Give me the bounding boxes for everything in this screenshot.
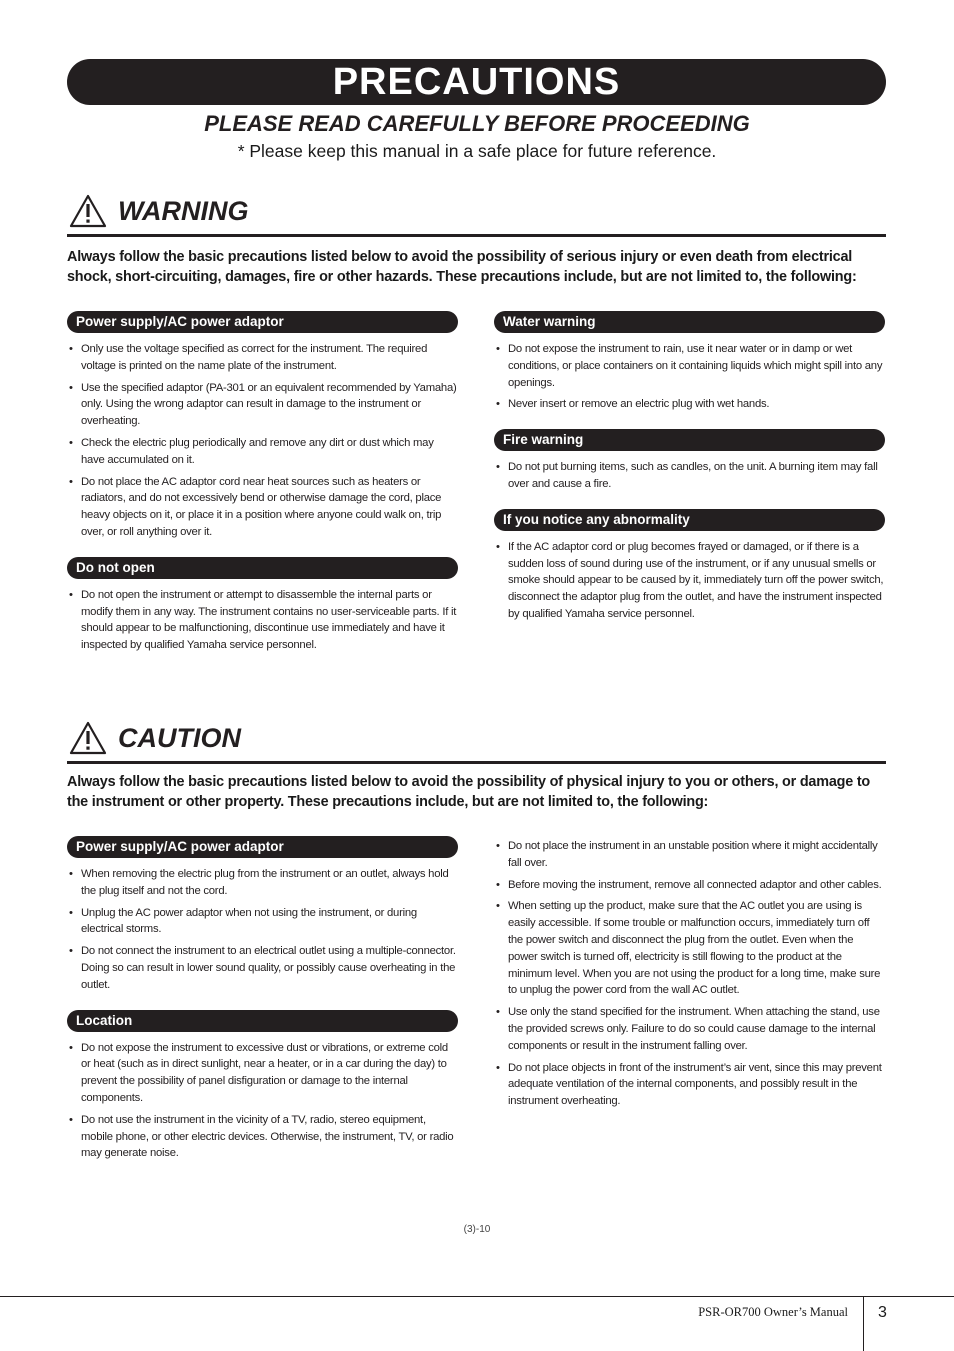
list-item: • Unplug the AC power adaptor when not using the instrument, or during electrical storms. bbox=[67, 905, 458, 939]
subtitle: PLEASE READ CAREFULLY BEFORE PROCEEDING bbox=[204, 111, 750, 136]
list-item: • Do not expose the instrument to rain, use it near water or in damp or wet conditions, or place containers on it containing liquids which might spill into any openings. bbox=[494, 341, 885, 391]
section-heading: Power supply/AC power adaptor bbox=[67, 311, 458, 333]
list-item: • Do not expose the instrument to excessive dust or vibrations, or extreme cold or heat (such as in direct sunlight, near a heater, or in a car during the day) to prevent the possibility of panel disfiguration or damage to the internal components. bbox=[67, 1040, 458, 1107]
list-item: • Never insert or remove an electric plug with wet hands. bbox=[494, 396, 885, 413]
section-heading: Location bbox=[67, 1010, 458, 1032]
warning-title: WARNING bbox=[118, 196, 249, 226]
caution-triangle-icon bbox=[69, 721, 107, 755]
list-item: • When setting up the product, make sure that the AC outlet you are using is easily accessible. If some trouble or malfunction occurs, immediately turn off the power switch and disconnect the plug from the outlet. Even when the power switch is turned off, electricity is still flowing to the product at the minimum level. When you are not using the product for a long time, make sure to unplug the power cord from the wall AC outlet. bbox=[494, 898, 885, 999]
list-item: • Do not place the AC adaptor cord near heat sources such as heaters or radiators, and do not excessively bend or otherwise damage the cord, place heavy objects on it, or place it in a position where anyone could walk on, trip over, or roll anything over it. bbox=[67, 474, 458, 541]
list-item: • Use only the stand specified for the instrument. When attaching the stand, use the provided screws only. Failure to do so could cause damage to the internal components or result in the instrument falling over. bbox=[494, 1004, 885, 1054]
document-code: (3)-10 bbox=[463, 1224, 491, 1235]
caution-intro: Always follow the basic precautions listed below to avoid the possibility of physical injury to you or others, or damage to the instrument or other property. These precautions include, but are not limited to, the following: bbox=[67, 774, 871, 810]
list-item: • Do not place objects in front of the instrument’s air vent, since this may prevent adequate ventilation of the internal components, and possibly result in the instrument overheating. bbox=[494, 1060, 885, 1110]
caution-power-group bbox=[67, 836, 458, 994]
warning-left-column bbox=[67, 311, 458, 670]
footer-divider bbox=[0, 1296, 954, 1297]
caution-title: CAUTION bbox=[118, 723, 241, 753]
warning-do-not-open-group bbox=[67, 557, 458, 654]
list-item: • Only use the voltage specified as correct for the instrument. The required voltage is printed on the name plate of the instrument. bbox=[67, 341, 458, 375]
list-item: • When removing the electric plug from the instrument or an outlet, always hold the plug itself and not the cord. bbox=[67, 866, 458, 900]
list-item: • If the AC adaptor cord or plug becomes frayed or damaged, or if there is a sudden loss of sound during use of the instrument, or if any unusual smells or smoke should appear to be caused by it, immediately turn off the power switch, disconnect the adaptor plug from the outlet, and have the instrument inspected by qualified Yamaha service personnel. bbox=[494, 539, 885, 623]
warning-triangle-icon bbox=[69, 194, 107, 228]
section-heading: Power supply/AC power adaptor bbox=[67, 836, 458, 858]
warning-intro: Always follow the basic precautions listed below to avoid the possibility of serious injury or even death from electrical shock, short-circuiting, damages, fire or other hazards. These precautions include, but are not limited to, the following: bbox=[67, 249, 857, 285]
page-number: 3 bbox=[878, 1304, 887, 1321]
warning-header bbox=[67, 194, 886, 237]
caution-header bbox=[67, 721, 886, 764]
list-item: • Do not use the instrument in the vicinity of a TV, radio, stereo equipment, mobile phone, or other electric devices. Otherwise, the instrument, TV, or radio may generate noise. bbox=[67, 1112, 458, 1162]
keep-note: * Please keep this manual in a safe place for future reference. bbox=[237, 141, 717, 161]
fire-warning-group bbox=[494, 429, 885, 493]
list-item: • Do not open the instrument or attempt to disassemble the internal parts or modify them in any way. The instrument contains no user-serviceable parts. If it should appear to be malfunctioning, discontinue use immediately and have it inspected by qualified Yamaha service personnel. bbox=[67, 587, 458, 654]
caution-location-group bbox=[67, 1010, 458, 1163]
list-item: • Do not place the instrument in an unstable position where it might accidentally fall over. bbox=[494, 838, 885, 872]
water-warning-group bbox=[494, 311, 885, 413]
footer-vertical-divider bbox=[863, 1296, 864, 1351]
caution-right-column bbox=[494, 838, 885, 1115]
section-heading: Fire warning bbox=[494, 429, 885, 451]
page-title: PRECAUTIONS bbox=[332, 60, 621, 103]
caution-left-column bbox=[67, 836, 458, 1178]
warning-right-column bbox=[494, 311, 885, 639]
section-heading: If you notice any abnormality bbox=[494, 509, 885, 531]
warning-power-group bbox=[67, 311, 458, 541]
manual-name: PSR-OR700 Owner’s Manual bbox=[698, 1305, 848, 1319]
section-heading: Water warning bbox=[494, 311, 885, 333]
list-item: • Do not put burning items, such as candles, on the unit. A burning item may fall over and cause a fire. bbox=[494, 459, 885, 493]
list-item: • Check the electric plug periodically and remove any dirt or dust which may have accumulated on it. bbox=[67, 435, 458, 469]
abnormality-group bbox=[494, 509, 885, 623]
page-title-bar bbox=[67, 59, 886, 105]
list-item: • Use the specified adaptor (PA-301 or an equivalent recommended by Yamaha) only. Using the wrong adaptor can result in damage to the instrument or overheating. bbox=[67, 380, 458, 430]
section-heading: Do not open bbox=[67, 557, 458, 579]
list-item: • Do not connect the instrument to an electrical outlet using a multiple-connector. Doing so can result in lower sound quality, or possibly cause overheating in the outlet. bbox=[67, 943, 458, 993]
list-item: • Before moving the instrument, remove all connected adaptor and other cables. bbox=[494, 877, 885, 894]
